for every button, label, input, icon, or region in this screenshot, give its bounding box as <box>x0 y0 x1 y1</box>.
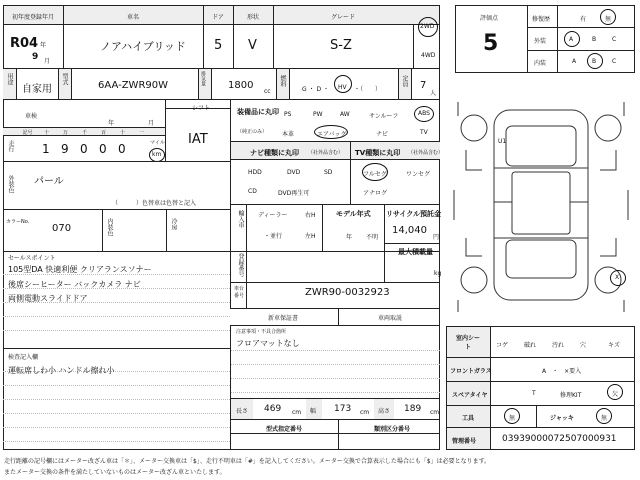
notes-box <box>231 326 440 398</box>
equip-abs: ABS <box>418 110 430 117</box>
type: 6AA-ZWR90W <box>98 80 169 91</box>
doors-label: ドア <box>212 14 224 21</box>
jack-value: 無 <box>601 415 608 422</box>
length-label: 長さ <box>236 408 249 415</box>
sales-point-2: 後席シーヒーター バックカメラ ナビ <box>8 280 141 289</box>
mgmt-label: 管理番号 <box>452 438 477 445</box>
navi-title: ナビ種類に丸印 <box>250 149 299 157</box>
sales-point-3: 両側電動スライドドア <box>8 294 88 303</box>
color-no: 070 <box>52 223 72 234</box>
spare-none: 欠 <box>612 391 619 398</box>
width-cm: cm <box>360 409 370 416</box>
equip-tv: TV <box>420 129 428 136</box>
ac-label: 冷房 <box>170 218 177 230</box>
fuel-options: G ・ D ・ <box>302 86 329 93</box>
height: 189 <box>404 404 422 414</box>
digit-header-0: 記号 <box>22 130 33 136</box>
tools-value: 無 <box>509 415 516 422</box>
interior-color-label: 内装色 <box>106 218 113 236</box>
equip-navi: ナビ <box>376 131 389 138</box>
tv-fullseg: フルセグ <box>363 171 387 178</box>
mgmt-no: 03939000072507000931 <box>502 434 617 444</box>
digit-header-5: 十 <box>119 130 125 136</box>
exterior-grade-label: 外装 <box>534 38 547 45</box>
chassis-label: 車台番号 <box>234 286 245 299</box>
month-unit: 月 <box>44 58 51 65</box>
digit-header-3: 千 <box>81 130 87 136</box>
mile-label: マイル <box>150 140 165 146</box>
digit-header-2: 万 <box>62 130 68 136</box>
equip-airbag: エアバッグ <box>317 131 347 138</box>
sheet-option-0: コゲ <box>496 342 509 349</box>
tv-sub: （社外品含む） <box>408 150 444 156</box>
equipment-title: 装備品に丸印 <box>237 108 279 116</box>
wheel-front-right <box>595 115 621 141</box>
kg: kg <box>434 270 442 277</box>
inspection-year: 年 <box>108 120 115 127</box>
mileage-digit-3: 0 <box>80 142 88 156</box>
capacity-label: 定員 <box>401 75 408 87</box>
tv-oneseg: ワンセグ <box>406 171 431 178</box>
repair-no: 無 <box>605 16 612 23</box>
vehicle-diagram <box>446 90 636 318</box>
recycle-label: リサイクル預託金 <box>386 210 442 218</box>
wheel-front-left <box>461 115 487 141</box>
model-name: ノアハイブリッド <box>100 40 186 53</box>
spare-label: スペアタイヤ <box>452 392 488 399</box>
navi-sd: SD <box>324 169 333 176</box>
model-year-value: 不明 <box>366 234 379 241</box>
score-label: 評価点 <box>480 15 499 22</box>
grade-label: グレード <box>330 14 355 21</box>
tools-label: 工具 <box>462 415 475 422</box>
mileage-digit-4: 0 <box>99 142 107 156</box>
grade: S-Z <box>330 38 352 53</box>
notes-text: フロアマットなし <box>236 339 300 348</box>
fuel-label: 燃料 <box>279 75 286 87</box>
interior-grade-label: 内装 <box>534 60 547 67</box>
reg-year-label: 初年度登録年月 <box>11 14 54 21</box>
inspector-label: 検査記入欄 <box>8 354 39 361</box>
navi-dvd: DVD <box>287 169 301 176</box>
sales-point-1: 105型DA 快適利便 クリアランスソナー <box>8 265 152 274</box>
repair-yes: 有 <box>580 16 587 23</box>
mileage-digit-5: 0 <box>118 142 126 156</box>
exterior-color: パール <box>34 176 64 187</box>
spare-t: T <box>532 390 536 397</box>
import-dealer: ディーラー <box>258 212 288 219</box>
model-name-label: 車名 <box>126 14 139 21</box>
model-year-label: モデル年式 <box>336 210 371 218</box>
new-car-warranty: 新車保証書 <box>268 315 299 322</box>
mileage-digit-2: 9 <box>61 142 69 156</box>
u1-mark: U1 <box>498 138 507 145</box>
inspection-label: 車検 <box>25 113 38 120</box>
length-cm: cm <box>292 409 302 416</box>
yen: 円 <box>433 234 440 241</box>
displacement-label: 排気量 <box>200 71 206 86</box>
sales-points-label: セールスポイント <box>8 255 56 262</box>
navi-hdd: HDD <box>248 169 262 176</box>
import-parallel: ・並行 <box>264 233 283 240</box>
exterior-c: C <box>612 36 617 43</box>
registered-label: 登録番号 <box>237 253 244 277</box>
max-load-label: 最大積載量 <box>398 248 433 256</box>
shape-label: 形状 <box>246 14 259 21</box>
x-mark: X <box>615 274 620 281</box>
fuel-paren: ・（ ） <box>354 86 382 93</box>
navi-sub: （社外品含む） <box>308 150 344 156</box>
capacity: 7 <box>420 80 427 91</box>
equip-pw: PW <box>313 111 323 118</box>
front-glass-options: A ・ ×要入 <box>542 368 582 375</box>
navi-dvd-play: DVD再生可 <box>278 190 310 197</box>
drive: 2WD <box>420 23 435 30</box>
interior-c: C <box>612 58 617 65</box>
fuel-selected: HV <box>338 84 347 91</box>
tv-analog: アナログ <box>363 190 388 197</box>
year-unit: 年 <box>40 42 47 49</box>
left-hand: 左H <box>305 233 316 240</box>
sheet-option-4: キズ <box>608 342 620 349</box>
usage: 自家用 <box>22 84 52 95</box>
digit-header-1: 十 <box>43 130 49 136</box>
inspection-month: 月 <box>148 120 155 127</box>
equip-aw: AW <box>340 111 350 118</box>
interior-sheet-label: 室内シート <box>455 335 480 351</box>
navi-cd: CD <box>248 188 257 195</box>
class-label: 類別区分番号 <box>374 426 411 433</box>
body-outline <box>494 110 588 300</box>
front-glass-label: フロントガラス <box>450 368 492 375</box>
exterior-b: B <box>592 36 597 43</box>
reg-year: R04 <box>10 36 39 51</box>
doors: 5 <box>214 38 223 53</box>
usage-label: 用途 <box>6 73 13 85</box>
equip-ps: PS <box>284 111 292 118</box>
shift: IAT <box>188 132 208 147</box>
width: 173 <box>334 404 352 414</box>
tv-title: TV種類に丸印 <box>355 149 401 157</box>
notes-label: 注意事項・不具合箇所 <box>236 329 287 335</box>
vehicle-manual: 車両取説 <box>378 315 403 322</box>
interior-b: B <box>592 58 597 65</box>
repair-label: 修復歴 <box>532 16 551 23</box>
import-label: 輸入車 <box>237 210 244 228</box>
displacement: 1800 <box>228 80 254 91</box>
width-label: 幅 <box>310 408 317 415</box>
exterior-color-label: 外装色 <box>7 175 14 193</box>
equipment-subtitle: （純正のみ） <box>237 129 268 135</box>
model-year-unit: 年 <box>346 234 353 241</box>
color-no-label: カラーNo. <box>6 219 30 225</box>
capacity-unit: 人 <box>430 90 437 97</box>
chassis-no: ZWR90-0032923 <box>305 287 390 298</box>
type-designation-label: 型式指定番号 <box>266 426 303 433</box>
right-hand: 右H <box>305 212 316 219</box>
sheet-option-1: 破れ <box>524 342 537 349</box>
drive-alt: 4WD <box>421 52 436 59</box>
km: km <box>152 151 162 158</box>
footer-line-2: またメーター交換の条件を満たしていないものはメーター改ざん車といたします。 <box>4 469 226 476</box>
digit-header-4: 百 <box>100 130 106 136</box>
score: 5 <box>483 31 499 56</box>
jack-label: ジャッキ <box>550 415 574 422</box>
cc: cc <box>264 88 271 95</box>
recycle-value: 14,040 <box>392 225 427 236</box>
height-cm: cm <box>430 409 440 416</box>
mileage-digit-1: 1 <box>42 142 50 156</box>
equip-sunroof: サンルーフ <box>369 113 399 120</box>
mileage-label: 走行 <box>7 140 14 152</box>
interior-a: A <box>572 58 577 65</box>
height-label: 高さ <box>378 408 391 415</box>
length: 469 <box>264 404 282 414</box>
reg-month: 9 <box>32 52 39 62</box>
spare-repair-kit: 修理KIT <box>560 392 582 399</box>
color-note: （ ）色替車は色替と記入 <box>112 200 197 207</box>
wheel-rear-left <box>461 267 487 293</box>
equip-leather: 本革 <box>282 131 295 138</box>
inspector-line-1: 運転席しわ小 ハンドル擦れ小 <box>8 366 115 375</box>
type-label: 型式 <box>61 73 68 85</box>
digit-header-6: 一 <box>138 130 144 136</box>
sheet-option-3: 穴 <box>580 342 587 349</box>
sheet-option-2: 汚れ <box>552 342 565 349</box>
exterior-a: A <box>569 36 574 43</box>
footer-line-1: 走行距離の記号欄にはメーター改ざん車は「＊」、メーター交換車は「$」、走行不明車は「#」を記入してください。メーター交換で合算表示した場合にも「$」は必要となります。 <box>4 458 491 465</box>
shape: V <box>248 38 257 53</box>
